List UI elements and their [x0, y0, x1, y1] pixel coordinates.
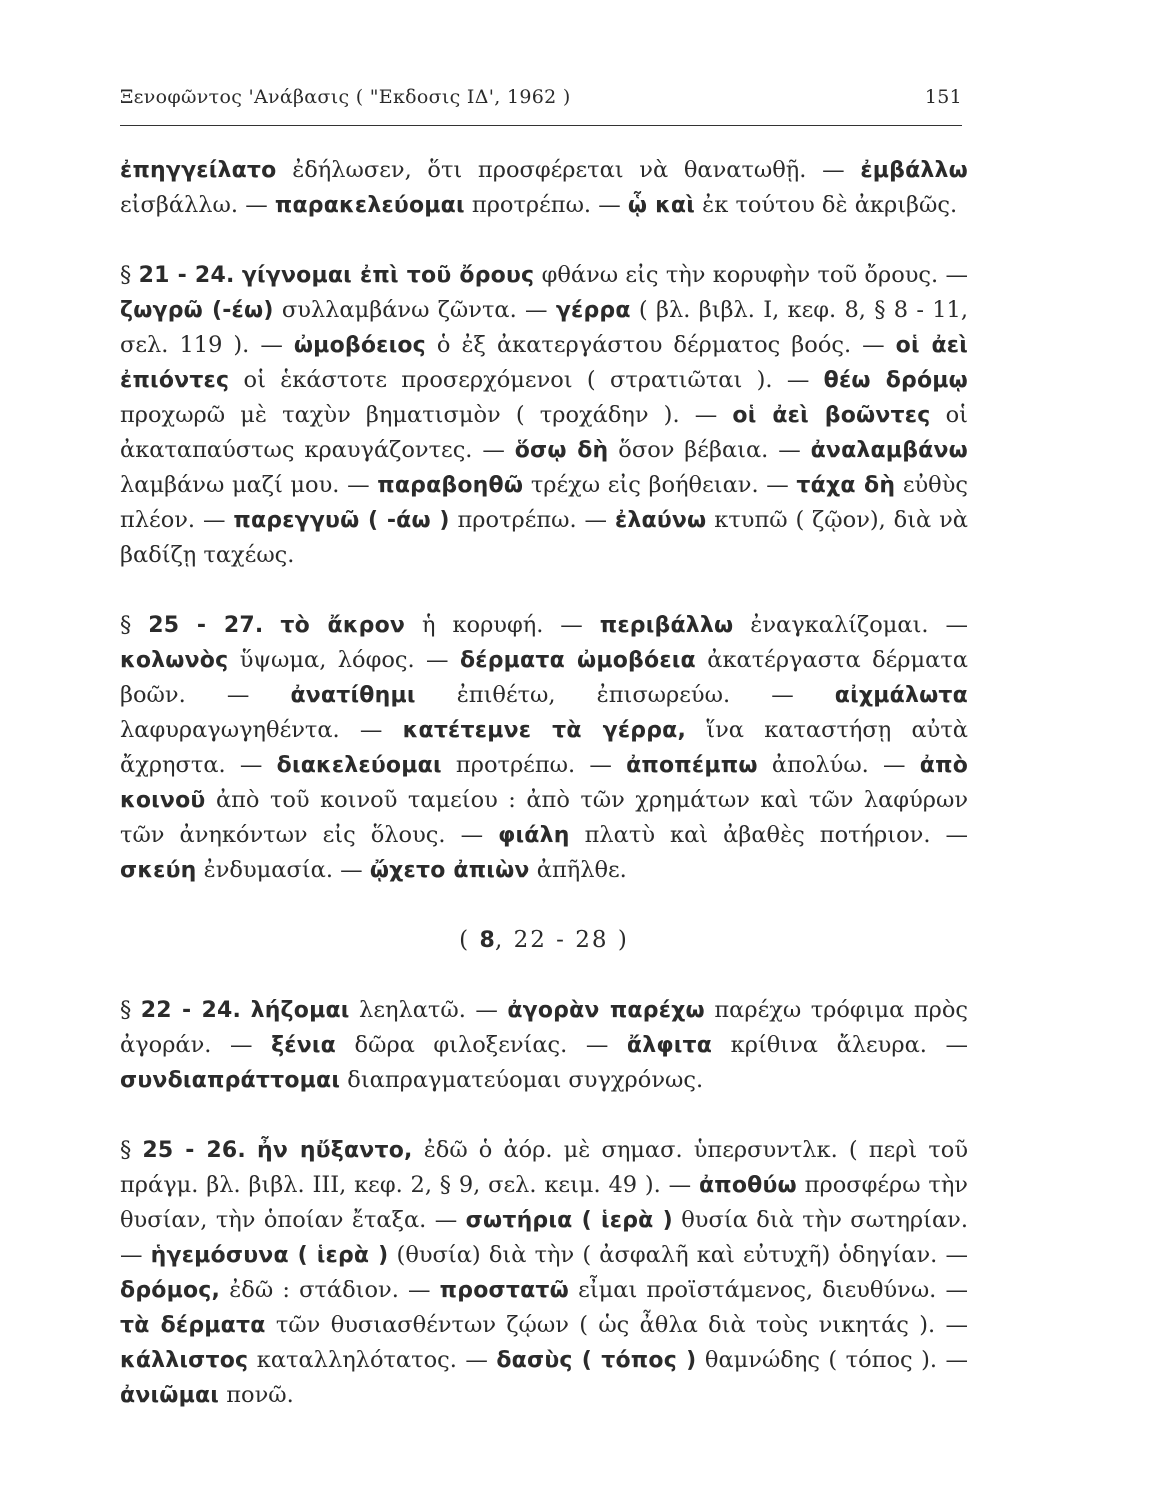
glossary-text: ἐπιθέτω, ἐπισωρεύω. — — [415, 682, 835, 708]
glossary-term: φιάλη — [498, 823, 570, 848]
glossary-text — [246, 1137, 257, 1163]
glossary-term: ᾤχετο ἀπιὼν — [369, 858, 530, 883]
paragraph-gap — [120, 573, 968, 608]
glossary-term: δρόμος, — [120, 1278, 221, 1303]
glossary-term: δέρματα ὠμοβόεια — [459, 648, 696, 673]
page-number: 151 — [924, 86, 962, 108]
glossary-term: δασὺς ( τόπος ) — [496, 1348, 697, 1373]
glossary-text — [241, 997, 251, 1023]
glossary-text: ( βλ. βιβλ. Ι, κεφ. 8, § 8 - 11, σελ. 119 ). — — [120, 297, 968, 358]
glossary-text: § — [120, 612, 149, 638]
glossary-term: ἦν ηὔξαντο, — [257, 1138, 413, 1163]
glossary-text: ἐνδυμασία. — — [196, 857, 370, 883]
glossary-term: αἰχμάλωτα — [834, 683, 968, 708]
glossary-term: ἀγορὰν παρέχω — [507, 998, 705, 1023]
glossary-text: καταλληλότατος. — — [248, 1347, 497, 1373]
glossary-text: λαμβάνω μαζί μου. — — [120, 472, 378, 498]
glossary-text — [263, 612, 280, 638]
paragraph-gap — [120, 223, 968, 258]
glossary-text: τρέχω εἰς βοήθειαν. — — [523, 472, 797, 498]
glossary-text: ἵνα καταστήσῃ αὐτὰ ἄχρηστα. — — [120, 717, 968, 778]
glossary-term: παραβοηθῶ — [377, 473, 524, 498]
glossary-text: ἀπολύω. — — [757, 752, 920, 778]
glossary-text — [235, 262, 242, 288]
glossary-term: ἀποπέμπω — [626, 753, 758, 778]
glossary-text: κτυπῶ ( ζῷον), διὰ νὰ βαδίζῃ ταχέως. — [120, 507, 968, 568]
glossary-text: ὅσον βέβαια. — — [608, 437, 811, 463]
glossary-term: ᾧ καὶ — [627, 193, 695, 218]
glossary-term: παρεγγυῶ ( -άω ) — [233, 508, 450, 533]
glossary-text: ἡ κορυφή. — — [405, 612, 600, 638]
glossary-term: ἀνατίθημι — [290, 683, 416, 708]
glossary-text: ( — [459, 927, 480, 953]
glossary-text: λεηλατῶ. — — [349, 997, 508, 1023]
glossary-text: προτρέπω. — — [464, 192, 628, 218]
glossary-term: ὅσῳ δὴ — [514, 438, 609, 463]
glossary-term: ἐμβάλλω — [860, 158, 968, 183]
glossary-term: ἀναλαμβάνω — [810, 438, 968, 463]
glossary-text: προσφέρω τὴν θυσίαν, τὴν ὁποίαν ἔταξα. — — [120, 1172, 968, 1233]
glossary-term: 22 - 24. — [140, 998, 242, 1023]
glossary-term: οἱ ἀεὶ ἐπιόντες — [120, 333, 968, 393]
glossary-text: § — [120, 1137, 143, 1163]
glossary-term: συνδιαπράττομαι — [120, 1068, 341, 1093]
glossary-text: κρίθινα ἄλευρα. — — [712, 1032, 968, 1058]
glossary-term: 25 - 26. — [142, 1138, 246, 1163]
paragraph-gap — [120, 1098, 968, 1133]
glossary-term: ἐλαύνω — [614, 508, 707, 533]
glossary-term: τάχα δὴ — [796, 473, 896, 498]
glossary-text: εὐθὺς πλέον. — — [120, 472, 969, 533]
glossary-term: διακελεύομαι — [276, 753, 442, 778]
glossary-paragraph — [120, 993, 968, 1098]
header-title: Ξενοφῶντος 'Ανάβασις ( "Εκδοσις ΙΔ', 1962 ) — [120, 86, 571, 108]
glossary-paragraph — [120, 1133, 968, 1413]
running-header — [120, 86, 962, 108]
glossary-term: τὰ δέρματα — [120, 1313, 266, 1338]
glossary-term: ἡγεμόσυνα ( ἱερὰ ) — [150, 1243, 389, 1268]
glossary-term: κολωνὸς — [120, 648, 229, 673]
glossary-text: προτρέπω. — — [441, 752, 627, 778]
glossary-text: πλατὺ καὶ ἀβαθὲς ποτήριον. — — [569, 822, 968, 848]
glossary-term: 25 - 27. — [148, 613, 264, 638]
glossary-term: λήζομαι — [250, 998, 350, 1023]
glossary-text: ἀκατέργαστα δέρματα βοῶν. — — [120, 647, 968, 708]
glossary-term: παρακελεύομαι — [274, 193, 465, 218]
glossary-text: ὁ ἐξ ἀκατεργάστου δέρματος βοός. — — [425, 332, 896, 358]
glossary-term: ἄλφιτα — [626, 1033, 713, 1058]
glossary-text: πονῶ. — [219, 1382, 294, 1408]
glossary-term: σκεύη — [120, 858, 197, 883]
glossary-text: § — [120, 262, 139, 288]
glossary-content — [120, 153, 968, 1413]
glossary-term: οἱ ἀεὶ βοῶντες — [732, 403, 931, 428]
glossary-text: § — [120, 997, 141, 1023]
glossary-term: κάλλιστος — [120, 1348, 249, 1373]
glossary-term: ξένια — [271, 1033, 336, 1058]
glossary-text: οἱ ἑκάστοτε προσερχόμενοι ( στρατιῶται ). — — [229, 367, 824, 393]
glossary-term: 8 — [479, 928, 495, 953]
glossary-text: φθάνω εἰς τὴν κορυφὴν τοῦ ὄρους. — — [534, 262, 968, 288]
glossary-term: σωτήρια ( ἱερὰ ) — [465, 1208, 673, 1233]
glossary-text: διαπραγματεύομαι συγχρόνως. — [340, 1067, 704, 1093]
glossary-term: θέω δρόμῳ — [823, 368, 968, 393]
glossary-text: ἐδήλωσεν, ὅτι προσφέρεται νὰ θανατωθῇ. — — [276, 157, 861, 183]
glossary-text: ἀπῆλθε. — [529, 857, 627, 883]
glossary-text: θυσία διὰ τὴν σωτηρίαν. — — [120, 1207, 968, 1268]
glossary-term: ἀποθύω — [698, 1173, 797, 1198]
glossary-text: λαφυραγωγηθέντα. — — [120, 717, 403, 743]
glossary-term: ζωγρῶ (-έω) — [120, 298, 274, 323]
glossary-term: 21 - 24. — [138, 263, 235, 288]
glossary-term: τὸ ἄκρον — [280, 613, 406, 638]
paragraph-gap — [120, 958, 968, 993]
glossary-text: ἐκ τούτου δὲ ἀκριβῶς. — [695, 192, 958, 218]
glossary-text: , 22 - 28 ) — [494, 927, 629, 953]
glossary-term: ἐπηγγείλατο — [120, 158, 277, 183]
glossary-text: προχωρῶ μὲ ταχὺν βηματισμὸν ( τροχάδην ). — — [120, 402, 733, 428]
glossary-term: κατέτεμνε τὰ γέρρα, — [402, 718, 687, 743]
paragraph-gap — [120, 888, 968, 923]
glossary-text: τῶν θυσιασθέντων ζῴων ( ὡς ἆθλα διὰ τοὺς νικητάς ). — — [265, 1312, 968, 1338]
glossary-text: συλλαμβάνω ζῶντα. — — [273, 297, 556, 323]
glossary-text: θαμνώδης ( τόπος ). — — [696, 1347, 968, 1373]
glossary-term: προστατῶ — [439, 1278, 569, 1303]
glossary-text: ὕψωμα, λόφος. — — [228, 647, 460, 673]
glossary-term: ἀνιῶμαι — [120, 1383, 220, 1408]
glossary-paragraph — [120, 608, 968, 888]
glossary-paragraph — [120, 153, 968, 223]
glossary-text: παρέχω τρόφιμα πρὸς ἀγοράν. — — [120, 997, 968, 1058]
glossary-text: (θυσία) διὰ τὴν ( ἀσφαλῆ καὶ εὐτυχῆ) ὁδηγίαν. — — [388, 1242, 969, 1268]
glossary-text: ἐδῶ : στάδιον. — — [220, 1277, 440, 1303]
glossary-term: ὠμοβόειος — [293, 333, 426, 358]
glossary-term: ἀπὸ κοινοῦ — [120, 753, 969, 813]
glossary-text: δῶρα φιλοξενίας. — — [335, 1032, 627, 1058]
glossary-text: εἶμαι προϊστάμενος, διευθύνω. — — [569, 1277, 968, 1303]
header-rule — [120, 125, 962, 126]
glossary-text: προτρέπω. — — [449, 507, 615, 533]
glossary-text: ἐδῶ ὁ ἀόρ. μὲ σημασ. ὑπερσυντλκ. ( περὶ τοῦ πράγμ. βλ. βιβλ. ΙΙΙ, κεφ. 2, § 9, σελ. κειμ. 49 ). — — [120, 1137, 968, 1198]
glossary-paragraph — [120, 258, 968, 573]
glossary-term: περιβάλλω — [599, 613, 734, 638]
glossary-term: γέρρα — [555, 298, 631, 323]
glossary-text: ἀπὸ τοῦ κοινοῦ ταμείου : ἀπὸ τῶν χρημάτων καὶ τῶν λαφύρων τῶν ἀνηκόντων εἰς ὅλους. — — [120, 787, 968, 848]
glossary-text: οἱ ἀκαταπαύστως κραυγάζοντες. — — [120, 402, 968, 463]
glossary-term: γίγνομαι ἐπὶ τοῦ ὄρους — [241, 263, 535, 288]
section-heading — [120, 923, 968, 958]
glossary-text: εἰσβάλλω. — — [120, 192, 275, 218]
glossary-text: ἐναγκαλίζομαι. — — [733, 612, 968, 638]
